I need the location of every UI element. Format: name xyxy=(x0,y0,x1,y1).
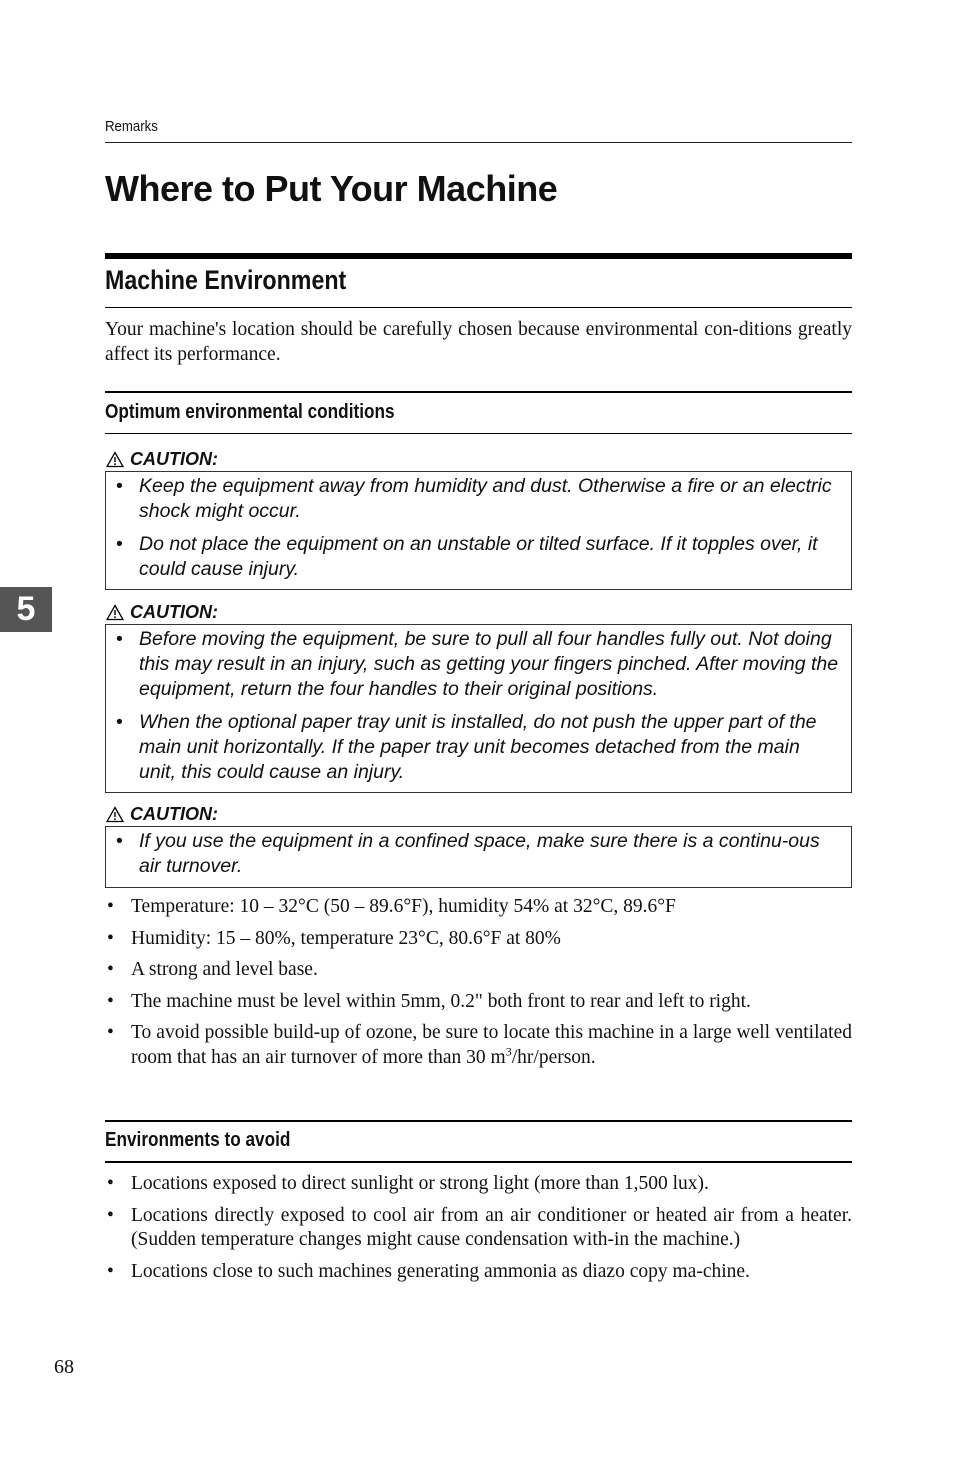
section-title: Machine Environment xyxy=(105,265,347,295)
list-item-text: Locations exposed to direct sunlight or strong light (more than 1,500 lux). xyxy=(131,1173,709,1194)
list-item-text: Locations directly exposed to cool air from an air conditioner or heated air from a heater. (Sudden temperature changes might cause condensation with-in the machine.) xyxy=(131,1204,852,1250)
bullet: • xyxy=(107,896,114,917)
bullet: • xyxy=(107,927,114,949)
caution-item-text: Do not place the equipment on an unstable or tilted surface. If it topples over, it could cause injury. xyxy=(139,533,818,580)
subsection-bottom-rule xyxy=(105,433,852,434)
ozone-text-tail: /hr/person. xyxy=(511,1046,596,1068)
subsection-title-avoid: Environments to avoid xyxy=(105,1129,291,1151)
bullet: • xyxy=(116,830,123,852)
running-header: Remarks xyxy=(105,118,158,135)
caution-item xyxy=(114,627,839,702)
bullet: • xyxy=(107,1173,114,1194)
caution-item xyxy=(114,532,839,582)
caution-label xyxy=(106,449,218,470)
bullet: • xyxy=(116,533,123,555)
caution-item xyxy=(114,829,839,879)
caution-label xyxy=(106,602,218,623)
bullet: • xyxy=(107,1204,114,1226)
caution-item-text: If you use the equipment in a confined space, make sure there is a continu-ous air turnover. xyxy=(139,830,820,877)
subsection-bottom-rule xyxy=(105,1161,852,1163)
section-intro: Your machine's location should be carefully chosen because environmental con-ditions greatly affect its performance. xyxy=(105,319,852,365)
list-item xyxy=(105,1172,852,1197)
bullet: • xyxy=(116,711,123,733)
list-item xyxy=(105,1204,852,1253)
bullet: • xyxy=(116,628,123,650)
bullet: • xyxy=(116,475,123,497)
list-item xyxy=(105,927,852,952)
warning-triangle-icon xyxy=(106,451,124,468)
caution-item xyxy=(114,710,839,785)
page-title: Where to Put Your Machine xyxy=(105,168,558,209)
caution-text: CAUTION: xyxy=(130,449,218,469)
warning-triangle-icon xyxy=(106,604,124,621)
bullet: • xyxy=(107,1022,114,1043)
warning-triangle-icon xyxy=(106,806,124,823)
list-item xyxy=(105,1260,852,1285)
caution-item xyxy=(114,474,839,524)
list-item-text: Locations close to such machines generating ammonia as diazo copy ma-chine. xyxy=(131,1260,750,1282)
page-number: 68 xyxy=(54,1356,74,1378)
caution-item-text: Keep the equipment away from humidity and dust. Otherwise a fire or an electric shock might occur. xyxy=(139,475,832,522)
list-item xyxy=(105,958,852,983)
bullet: • xyxy=(107,990,114,1012)
caution-box xyxy=(105,471,852,590)
list-item xyxy=(105,990,852,1015)
caution-text: CAUTION: xyxy=(130,602,218,622)
chapter-tab: 5 xyxy=(0,587,52,632)
section-top-rule xyxy=(105,253,852,259)
optimum-conditions-list xyxy=(105,895,852,1077)
avoid-list xyxy=(105,1172,852,1291)
list-item-text: Humidity: 15 – 80%, temperature 23°C, 80.6°F at 80% xyxy=(131,927,561,949)
caution-box xyxy=(105,826,852,888)
subsection-top-rule xyxy=(105,391,852,393)
caution-label xyxy=(106,804,218,825)
ozone-text: To avoid possible build-up of ozone, be sure to locate this machine in a large well ventilated room that has an air turnover of more than 30 m xyxy=(131,1022,852,1068)
bullet: • xyxy=(107,1260,114,1282)
section-bottom-rule xyxy=(105,307,852,308)
caution-item-text: Before moving the equipment, be sure to pull all four handles fully out. Not doing this may result in an injury, such as getting your fingers pinched. After moving the equipment, return the four handles to their original positions. xyxy=(139,628,839,700)
superscript: 3 xyxy=(505,1044,512,1058)
caution-item-text: When the optional paper tray unit is installed, do not push the upper part of the main unit horizontally. If the paper tray unit becomes detached from the main unit, this could cause an injury. xyxy=(139,711,817,783)
caution-box xyxy=(105,624,852,793)
subsection-title-optimum: Optimum environmental conditions xyxy=(105,401,395,423)
header-rule xyxy=(105,142,852,143)
subsection-top-rule xyxy=(105,1120,852,1122)
list-item-text: Temperature: 10 – 32°C (50 – 89.6°F), humidity 54% at 32°C, 89.6°F xyxy=(131,896,676,917)
bullet: • xyxy=(107,959,114,980)
list-item xyxy=(105,895,852,920)
list-item-text: A strong and level base. xyxy=(131,959,318,980)
caution-text: CAUTION: xyxy=(130,804,218,824)
list-item xyxy=(105,1021,852,1070)
list-item-text: The machine must be level within 5mm, 0.2" both front to rear and left to right. xyxy=(131,990,751,1012)
